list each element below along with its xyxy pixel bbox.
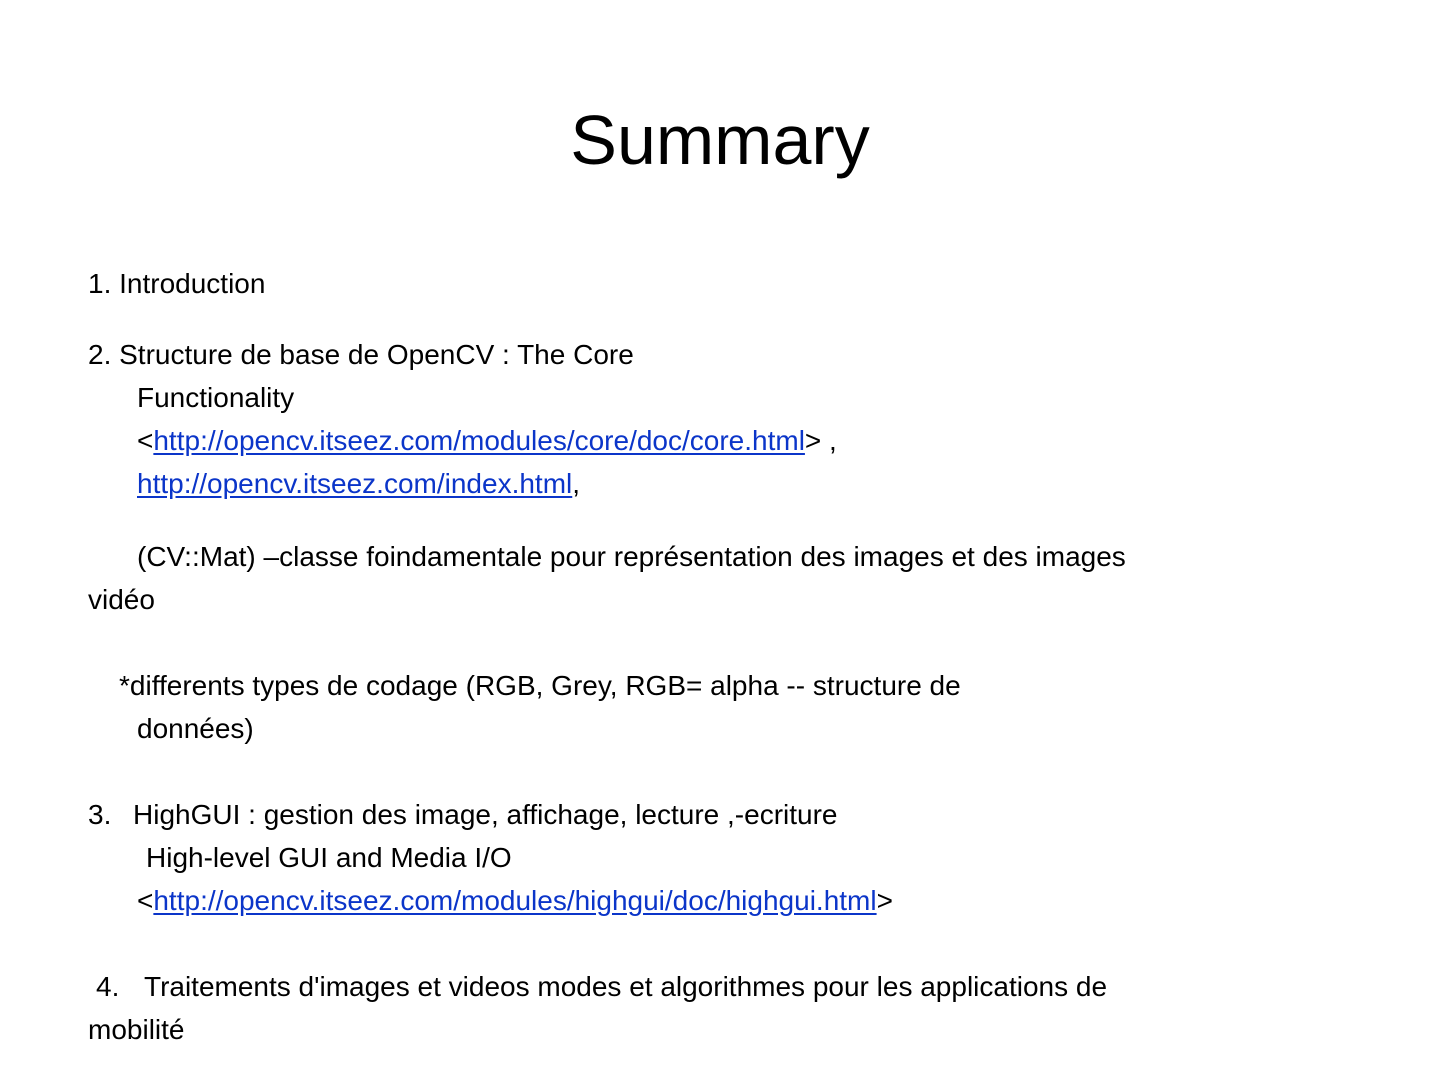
highgui-text: HighGUI : gestion des image, affichage, lecture ,-ecriture [133, 799, 838, 830]
comma: , [572, 468, 581, 499]
core-doc-link[interactable]: http://opencv.itseez.com/modules/core/doc/core.html [153, 425, 805, 456]
bracket-open: < [137, 425, 154, 456]
traitements-text: Traitements d'images et videos modes et algorithmes pour les applications de [144, 971, 1108, 1002]
bracket-close: > , [804, 425, 837, 456]
item-traitements-line-2: mobilité [88, 1014, 185, 1045]
item-codage-line-2: données) [137, 713, 254, 744]
item-structure-core-link-line [88, 419, 1348, 462]
item-introduction: 1. Introduction [88, 268, 266, 299]
traitements-number: 4. [96, 971, 120, 1002]
bracket-open: < [137, 885, 154, 916]
item-structure-functionality: Functionality [137, 382, 295, 413]
item-highgui-link-line [88, 879, 1348, 922]
item-structure-heading: 2. Structure de base de OpenCV : The Core [88, 339, 634, 370]
index-link[interactable]: http://opencv.itseez.com/index.html [137, 468, 573, 499]
highgui-number: 3. [88, 799, 112, 830]
bracket-close: > [876, 885, 893, 916]
highgui-doc-link[interactable]: http://opencv.itseez.com/modules/highgui/doc/highgui.html [153, 885, 877, 916]
item-highgui-heading [88, 793, 1348, 836]
codage-text: differents types de codage (RGB, Grey, RGB= alpha -- structure de [129, 670, 961, 701]
slide-title: Summary [570, 101, 870, 179]
item-highgui-subtitle: High-level GUI and Media I/O [146, 842, 512, 873]
item-mat-line-2: vidéo [88, 584, 155, 615]
item-structure-index-link-line [88, 462, 1348, 505]
star-bullet: * [119, 670, 130, 701]
item-traitements-line-1 [88, 965, 1348, 1008]
item-codage-line-1 [88, 664, 1348, 707]
item-mat-line-1: (CV::Mat) –classe foindamentale pour représentation des images et des images [137, 541, 1126, 572]
slide-body [88, 262, 1348, 1051]
